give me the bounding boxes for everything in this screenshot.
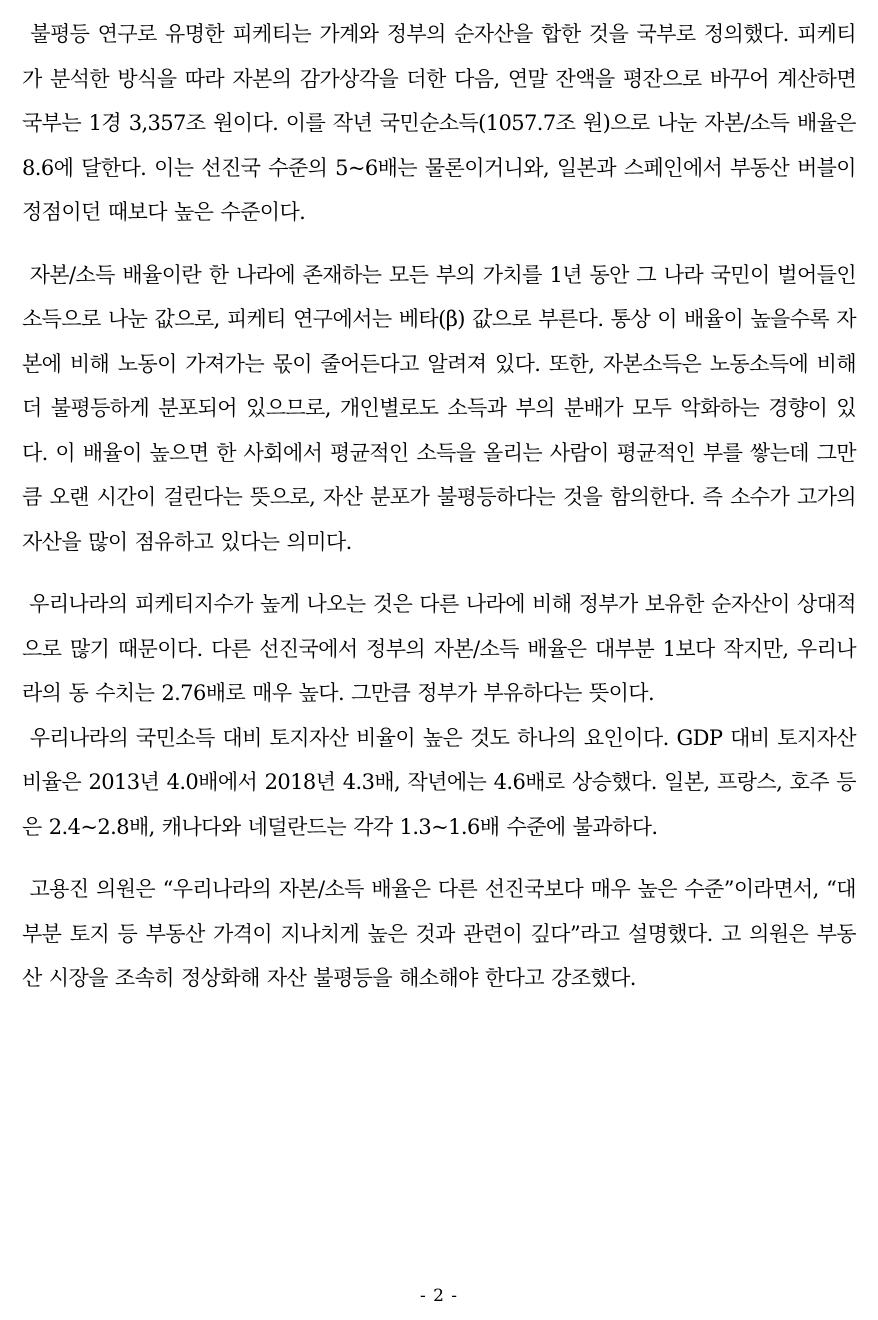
paragraph-lawmaker-quote: 고용진 의원은 “우리나라의 자본/소득 배율은 다른 선진국보다 매우 높은 수준”이라면서, “대부분 토지 등 부동산 가격이 지나치게 높은 것과 관련이 깊다”라고 설명했다. 고 의원은 부동산 시장을 조속히 정상화해 자산 불평등을 해소해야 한다고 강조했다. <box>22 877 856 990</box>
paragraph-government-net-assets: 우리나라의 피케티지수가 높게 나오는 것은 다른 나라에 비해 정부가 보유한 순자산이 상대적으로 많기 때문이다. 다른 선진국에서 정부의 자본/소득 배율은 대부분 1보다 작지만, 우리나라의 동 수치는 2.76배로 매우 높다. 그만큼 정부가 부유하다는 뜻이다. <box>22 592 856 705</box>
page-number: - 2 - <box>419 1286 459 1306</box>
paragraph-piketty-national-wealth: 불평등 연구로 유명한 피케티는 가계와 정부의 순자산을 합한 것을 국부로 정의했다. 피케티가 분석한 방식을 따라 자본의 감가상각을 더한 다음, 연말 잔액을 평잔으로 바꾸어 계산하면 국부는 1경 3,357조 원이다. 이를 작년 국민순소득(1057.7조 원)으로 나눈 자본/소득 배율은 8.6에 달한다. 이는 선진국 수준의 5~6배는 물론이거니와, 일본과 스페인에서 부동산 버블이 정점이던 때보다 높은 수준이다. <box>22 22 856 224</box>
paragraph-land-asset-ratio: 우리나라의 국민소득 대비 토지자산 비율이 높은 것도 하나의 요인이다. GDP 대비 토지자산 비율은 2013년 4.0배에서 2018년 4.3배, 작년에는 4.6배로 상승했다. 일본, 프랑스, 호주 등은 2.4~2.8배, 캐나다와 네덜란드는 각각 1.3~1.6배 수준에 불과하다. <box>22 725 856 839</box>
document-body <box>22 12 856 1001</box>
paragraph-capital-income-ratio-definition: 자본/소득 배율이란 한 나라에 존재하는 모든 부의 가치를 1년 동안 그 나라 국민이 벌어들인 소득으로 나눈 값으로, 피케티 연구에서는 베타(β) 값으로 부른다. 통상 이 배율이 높을수록 자본에 비해 노동이 가져가는 몫이 줄어든다고 알려져 있다. 또한, 자본소득은 노동소득에 비해 더 불평등하게 분포되어 있으므로, 개인별로도 소득과 부의 분배가 모두 악화하는 경향이 있다. 이 배율이 높으면 한 사회에서 평균적인 소득을 올리는 사람이 평균적인 부를 쌓는데 그만큼 오랜 시간이 걸린다는 뜻으로, 자산 분포가 불평등하다는 것을 함의한다. 즉 소수가 고가의 자산을 많이 점유하고 있다는 의미다. <box>22 262 856 554</box>
